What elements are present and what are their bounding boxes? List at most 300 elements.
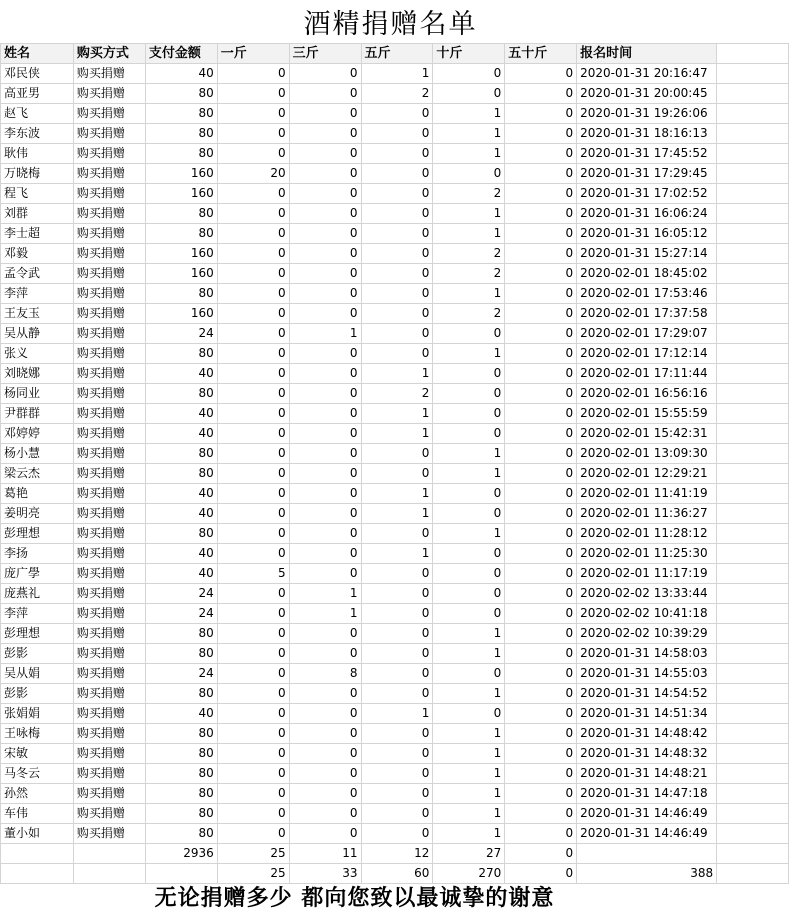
cell-empty[interactable] [717,284,789,304]
cell-empty[interactable] [717,144,789,164]
cell-qty-10jin[interactable]: 1 [433,344,505,364]
cell-qty-50jin[interactable]: 0 [505,344,577,364]
cell-method[interactable]: 购买捐赠 [73,284,145,304]
cell-qty-1jin[interactable]: 0 [217,244,289,264]
cell-qty-3jin[interactable]: 33 [289,864,361,884]
cell-qty-3jin[interactable]: 11 [289,844,361,864]
cell-qty-3jin[interactable]: 0 [289,424,361,444]
cell-method[interactable]: 购买捐赠 [73,364,145,384]
cell-signup-time[interactable]: 2020-01-31 19:26:06 [577,104,717,124]
cell-qty-50jin[interactable]: 0 [505,844,577,864]
cell-qty-50jin[interactable]: 0 [505,584,577,604]
cell-amount[interactable]: 80 [145,104,217,124]
cell-name[interactable]: 彭理想 [1,624,74,644]
cell-method[interactable]: 购买捐赠 [73,804,145,824]
cell-empty[interactable] [717,364,789,384]
cell-qty-10jin[interactable]: 2 [433,244,505,264]
cell-empty[interactable] [717,604,789,624]
cell-qty-10jin[interactable]: 2 [433,184,505,204]
cell-amount[interactable]: 80 [145,744,217,764]
cell-method[interactable]: 购买捐赠 [73,404,145,424]
cell-signup-time[interactable]: 2020-02-01 12:29:21 [577,464,717,484]
cell-name[interactable]: 彭影 [1,644,74,664]
cell-qty-50jin[interactable]: 0 [505,564,577,584]
cell-empty[interactable] [717,304,789,324]
cell-amount[interactable]: 40 [145,504,217,524]
cell-amount[interactable]: 80 [145,384,217,404]
cell-qty-3jin[interactable]: 8 [289,664,361,684]
header-3jin[interactable]: 三斤 [289,44,361,64]
cell-method[interactable] [73,844,145,864]
cell-qty-50jin[interactable]: 0 [505,864,577,884]
cell-qty-10jin[interactable]: 0 [433,604,505,624]
cell-method[interactable]: 购买捐赠 [73,524,145,544]
cell-qty-10jin[interactable]: 0 [433,84,505,104]
cell-qty-3jin[interactable]: 0 [289,464,361,484]
cell-qty-5jin[interactable]: 0 [361,524,433,544]
cell-empty[interactable] [717,184,789,204]
cell-qty-1jin[interactable]: 0 [217,224,289,244]
cell-qty-1jin[interactable]: 5 [217,564,289,584]
cell-signup-time[interactable]: 2020-02-02 10:39:29 [577,624,717,644]
cell-qty-50jin[interactable]: 0 [505,284,577,304]
header-1jin[interactable]: 一斤 [217,44,289,64]
cell-name[interactable]: 李萍 [1,284,74,304]
cell-method[interactable]: 购买捐赠 [73,764,145,784]
cell-qty-50jin[interactable]: 0 [505,64,577,84]
cell-empty[interactable] [717,64,789,84]
cell-qty-10jin[interactable]: 1 [433,764,505,784]
cell-qty-1jin[interactable]: 0 [217,424,289,444]
cell-amount[interactable]: 80 [145,84,217,104]
cell-qty-3jin[interactable]: 1 [289,604,361,624]
cell-name[interactable]: 宋敏 [1,744,74,764]
cell-qty-5jin[interactable]: 0 [361,344,433,364]
cell-amount[interactable]: 80 [145,524,217,544]
cell-qty-1jin[interactable]: 0 [217,664,289,684]
cell-name[interactable]: 彭影 [1,684,74,704]
cell-amount[interactable]: 80 [145,124,217,144]
cell-amount[interactable]: 24 [145,604,217,624]
cell-qty-3jin[interactable]: 0 [289,404,361,424]
cell-qty-10jin[interactable]: 2 [433,304,505,324]
cell-qty-5jin[interactable]: 0 [361,164,433,184]
cell-qty-1jin[interactable]: 0 [217,144,289,164]
cell-method[interactable]: 购买捐赠 [73,724,145,744]
cell-empty[interactable] [717,224,789,244]
cell-method[interactable]: 购买捐赠 [73,224,145,244]
cell-qty-3jin[interactable]: 0 [289,184,361,204]
cell-name[interactable]: 李萍 [1,604,74,624]
cell-qty-50jin[interactable]: 0 [505,664,577,684]
cell-amount[interactable]: 40 [145,64,217,84]
cell-qty-3jin[interactable]: 1 [289,584,361,604]
cell-empty[interactable] [717,504,789,524]
cell-qty-1jin[interactable]: 0 [217,124,289,144]
cell-qty-50jin[interactable]: 0 [505,404,577,424]
cell-signup-time[interactable]: 2020-01-31 14:47:18 [577,784,717,804]
cell-name[interactable]: 程飞 [1,184,74,204]
cell-empty[interactable] [717,544,789,564]
cell-qty-50jin[interactable]: 0 [505,184,577,204]
cell-qty-1jin[interactable]: 0 [217,264,289,284]
cell-qty-3jin[interactable]: 0 [289,824,361,844]
cell-signup-time[interactable]: 2020-01-31 14:54:52 [577,684,717,704]
cell-qty-1jin[interactable]: 0 [217,684,289,704]
cell-name[interactable]: 邓毅 [1,244,74,264]
cell-empty[interactable] [717,724,789,744]
cell-qty-3jin[interactable]: 0 [289,64,361,84]
cell-name[interactable]: 彭理想 [1,524,74,544]
cell-qty-50jin[interactable]: 0 [505,144,577,164]
cell-qty-5jin[interactable]: 0 [361,744,433,764]
cell-name[interactable]: 吴从静 [1,324,74,344]
cell-qty-1jin[interactable]: 0 [217,804,289,824]
header-50jin[interactable]: 五十斤 [505,44,577,64]
cell-qty-3jin[interactable]: 0 [289,764,361,784]
cell-qty-50jin[interactable]: 0 [505,204,577,224]
cell-name[interactable]: 庞广學 [1,564,74,584]
cell-empty[interactable] [717,744,789,764]
cell-qty-5jin[interactable]: 1 [361,704,433,724]
cell-amount[interactable]: 80 [145,724,217,744]
cell-qty-5jin[interactable]: 0 [361,184,433,204]
cell-qty-50jin[interactable]: 0 [505,604,577,624]
cell-method[interactable]: 购买捐赠 [73,624,145,644]
cell-qty-1jin[interactable]: 0 [217,364,289,384]
cell-qty-5jin[interactable]: 1 [361,64,433,84]
cell-qty-1jin[interactable]: 0 [217,504,289,524]
cell-qty-50jin[interactable]: 0 [505,464,577,484]
cell-signup-time[interactable]: 2020-02-01 17:37:58 [577,304,717,324]
cell-name[interactable]: 吴从娟 [1,664,74,684]
cell-qty-10jin[interactable]: 1 [433,824,505,844]
cell-qty-10jin[interactable]: 0 [433,544,505,564]
cell-qty-1jin[interactable]: 0 [217,724,289,744]
cell-qty-5jin[interactable]: 1 [361,544,433,564]
cell-qty-10jin[interactable]: 1 [433,144,505,164]
cell-amount[interactable]: 80 [145,804,217,824]
cell-name[interactable]: 孙然 [1,784,74,804]
cell-qty-10jin[interactable]: 1 [433,204,505,224]
cell-qty-5jin[interactable]: 0 [361,624,433,644]
cell-qty-3jin[interactable]: 0 [289,224,361,244]
cell-amount[interactable]: 160 [145,164,217,184]
cell-name[interactable]: 葛艳 [1,484,74,504]
cell-qty-50jin[interactable]: 0 [505,264,577,284]
cell-qty-10jin[interactable]: 1 [433,124,505,144]
cell-amount[interactable]: 80 [145,784,217,804]
cell-name[interactable]: 李东波 [1,124,74,144]
cell-method[interactable]: 购买捐赠 [73,244,145,264]
cell-signup-time[interactable]: 2020-02-01 17:12:14 [577,344,717,364]
cell-qty-5jin[interactable]: 1 [361,484,433,504]
cell-qty-5jin[interactable]: 0 [361,664,433,684]
cell-qty-1jin[interactable]: 0 [217,104,289,124]
cell-qty-10jin[interactable]: 0 [433,564,505,584]
cell-qty-50jin[interactable]: 0 [505,164,577,184]
cell-empty[interactable] [717,764,789,784]
cell-name[interactable]: 张义 [1,344,74,364]
cell-name[interactable]: 万晓梅 [1,164,74,184]
cell-method[interactable]: 购买捐赠 [73,644,145,664]
cell-empty[interactable] [717,624,789,644]
cell-name[interactable]: 庞燕礼 [1,584,74,604]
cell-qty-5jin[interactable]: 0 [361,104,433,124]
cell-method[interactable]: 购买捐赠 [73,664,145,684]
cell-signup-time[interactable]: 2020-02-01 11:25:30 [577,544,717,564]
cell-empty[interactable] [717,164,789,184]
cell-qty-50jin[interactable]: 0 [505,724,577,744]
cell-amount[interactable]: 80 [145,444,217,464]
cell-signup-time[interactable]: 2020-01-31 17:29:45 [577,164,717,184]
cell-method[interactable]: 购买捐赠 [73,704,145,724]
cell-name[interactable]: 孟令武 [1,264,74,284]
cell-qty-50jin[interactable]: 0 [505,624,577,644]
cell-qty-5jin[interactable]: 0 [361,644,433,664]
cell-signup-time[interactable]: 2020-01-31 17:02:52 [577,184,717,204]
cell-name[interactable]: 王友玉 [1,304,74,324]
cell-qty-10jin[interactable]: 0 [433,424,505,444]
cell-signup-time[interactable]: 2020-01-31 17:45:52 [577,144,717,164]
cell-qty-5jin[interactable]: 0 [361,464,433,484]
cell-qty-3jin[interactable]: 0 [289,704,361,724]
cell-qty-5jin[interactable]: 0 [361,224,433,244]
cell-qty-3jin[interactable]: 0 [289,244,361,264]
cell-qty-50jin[interactable]: 0 [505,804,577,824]
cell-name[interactable]: 马冬云 [1,764,74,784]
cell-qty-10jin[interactable]: 0 [433,584,505,604]
cell-name[interactable]: 高亚男 [1,84,74,104]
cell-empty[interactable] [717,384,789,404]
cell-signup-time[interactable]: 2020-01-31 18:16:13 [577,124,717,144]
cell-signup-time[interactable]: 2020-01-31 15:27:14 [577,244,717,264]
cell-qty-10jin[interactable]: 1 [433,464,505,484]
cell-qty-10jin[interactable]: 0 [433,64,505,84]
cell-qty-3jin[interactable]: 0 [289,624,361,644]
cell-qty-1jin[interactable]: 0 [217,344,289,364]
cell-signup-time[interactable] [577,844,717,864]
cell-qty-3jin[interactable]: 0 [289,164,361,184]
cell-signup-time[interactable]: 2020-01-31 16:05:12 [577,224,717,244]
cell-signup-time[interactable]: 2020-01-31 14:48:42 [577,724,717,744]
cell-qty-3jin[interactable]: 1 [289,324,361,344]
cell-qty-3jin[interactable]: 0 [289,104,361,124]
cell-qty-5jin[interactable]: 1 [361,424,433,444]
cell-name[interactable]: 尹群群 [1,404,74,424]
cell-signup-time[interactable]: 2020-02-01 15:42:31 [577,424,717,444]
cell-method[interactable]: 购买捐赠 [73,344,145,364]
cell-qty-3jin[interactable]: 0 [289,264,361,284]
cell-method[interactable]: 购买捐赠 [73,424,145,444]
cell-name[interactable]: 邓民侠 [1,64,74,84]
cell-qty-1jin[interactable]: 0 [217,384,289,404]
cell-amount[interactable]: 80 [145,144,217,164]
cell-amount[interactable]: 80 [145,624,217,644]
cell-signup-time[interactable]: 2020-02-02 10:41:18 [577,604,717,624]
cell-qty-5jin[interactable]: 1 [361,404,433,424]
cell-qty-1jin[interactable]: 0 [217,644,289,664]
cell-empty[interactable] [717,464,789,484]
cell-qty-50jin[interactable]: 0 [505,104,577,124]
cell-qty-10jin[interactable]: 0 [433,704,505,724]
cell-qty-3jin[interactable]: 0 [289,124,361,144]
cell-signup-time[interactable]: 2020-02-01 16:56:16 [577,384,717,404]
cell-name[interactable]: 姜明亮 [1,504,74,524]
cell-empty[interactable] [717,484,789,504]
cell-qty-10jin[interactable]: 1 [433,644,505,664]
cell-amount[interactable]: 80 [145,224,217,244]
cell-qty-10jin[interactable]: 1 [433,284,505,304]
cell-qty-5jin[interactable]: 0 [361,444,433,464]
cell-empty[interactable] [717,404,789,424]
cell-name[interactable]: 梁云杰 [1,464,74,484]
cell-method[interactable]: 购买捐赠 [73,484,145,504]
cell-signup-time[interactable]: 2020-02-01 11:28:12 [577,524,717,544]
cell-qty-1jin[interactable]: 0 [217,584,289,604]
header-name[interactable]: 姓名 [1,44,74,64]
cell-qty-50jin[interactable]: 0 [505,224,577,244]
cell-method[interactable]: 购买捐赠 [73,564,145,584]
cell-qty-1jin[interactable]: 25 [217,864,289,884]
cell-empty[interactable] [717,444,789,464]
cell-empty[interactable] [717,344,789,364]
cell-qty-1jin[interactable]: 25 [217,844,289,864]
cell-qty-50jin[interactable]: 0 [505,744,577,764]
cell-signup-time[interactable]: 2020-02-01 15:55:59 [577,404,717,424]
cell-name[interactable]: 赵飞 [1,104,74,124]
cell-amount[interactable]: 24 [145,324,217,344]
cell-empty[interactable] [717,84,789,104]
cell-qty-3jin[interactable]: 0 [289,644,361,664]
cell-amount[interactable]: 40 [145,704,217,724]
cell-qty-50jin[interactable]: 0 [505,364,577,384]
cell-qty-1jin[interactable]: 0 [217,544,289,564]
cell-name[interactable]: 耿伟 [1,144,74,164]
cell-signup-time[interactable]: 2020-02-01 17:29:07 [577,324,717,344]
cell-qty-10jin[interactable]: 1 [433,624,505,644]
cell-signup-time[interactable]: 2020-02-01 11:17:19 [577,564,717,584]
cell-qty-10jin[interactable]: 1 [433,804,505,824]
cell-qty-5jin[interactable]: 0 [361,764,433,784]
cell-qty-3jin[interactable]: 0 [289,684,361,704]
header-method[interactable]: 购买方式 [73,44,145,64]
cell-method[interactable]: 购买捐赠 [73,784,145,804]
cell-qty-50jin[interactable]: 0 [505,644,577,664]
cell-qty-5jin[interactable]: 0 [361,284,433,304]
cell-qty-3jin[interactable]: 0 [289,564,361,584]
cell-qty-1jin[interactable]: 20 [217,164,289,184]
cell-amount[interactable]: 40 [145,364,217,384]
cell-qty-50jin[interactable]: 0 [505,524,577,544]
cell-qty-1jin[interactable]: 0 [217,84,289,104]
cell-empty[interactable] [717,704,789,724]
cell-method[interactable]: 购买捐赠 [73,744,145,764]
cell-qty-1jin[interactable]: 0 [217,744,289,764]
cell-qty-5jin[interactable]: 0 [361,824,433,844]
cell-qty-50jin[interactable]: 0 [505,444,577,464]
cell-qty-5jin[interactable]: 1 [361,364,433,384]
cell-qty-1jin[interactable]: 0 [217,184,289,204]
cell-qty-5jin[interactable]: 0 [361,804,433,824]
cell-signup-time[interactable]: 2020-01-31 14:58:03 [577,644,717,664]
cell-qty-50jin[interactable]: 0 [505,504,577,524]
cell-qty-5jin[interactable]: 2 [361,384,433,404]
header-signup-time[interactable]: 报名时间 [577,44,717,64]
cell-amount[interactable]: 24 [145,664,217,684]
cell-qty-5jin[interactable]: 0 [361,204,433,224]
cell-qty-3jin[interactable]: 0 [289,304,361,324]
cell-method[interactable]: 购买捐赠 [73,264,145,284]
cell-qty-5jin[interactable]: 0 [361,684,433,704]
cell-qty-5jin[interactable]: 0 [361,124,433,144]
cell-qty-5jin[interactable]: 0 [361,724,433,744]
cell-method[interactable]: 购买捐赠 [73,144,145,164]
cell-qty-10jin[interactable]: 0 [433,364,505,384]
cell-empty[interactable] [717,824,789,844]
cell-method[interactable]: 购买捐赠 [73,204,145,224]
cell-method[interactable]: 购买捐赠 [73,124,145,144]
cell-amount[interactable]: 40 [145,544,217,564]
cell-qty-50jin[interactable]: 0 [505,544,577,564]
cell-qty-10jin[interactable]: 1 [433,724,505,744]
cell-method[interactable]: 购买捐赠 [73,604,145,624]
cell-qty-50jin[interactable]: 0 [505,384,577,404]
cell-method[interactable]: 购买捐赠 [73,384,145,404]
cell-qty-3jin[interactable]: 0 [289,144,361,164]
cell-qty-3jin[interactable]: 0 [289,784,361,804]
cell-qty-5jin[interactable]: 0 [361,584,433,604]
cell-method[interactable]: 购买捐赠 [73,504,145,524]
cell-qty-5jin[interactable]: 2 [361,84,433,104]
cell-signup-time[interactable]: 2020-02-01 13:09:30 [577,444,717,464]
cell-amount[interactable]: 80 [145,204,217,224]
cell-qty-3jin[interactable]: 0 [289,344,361,364]
cell-signup-time[interactable]: 2020-01-31 20:00:45 [577,84,717,104]
cell-qty-50jin[interactable]: 0 [505,84,577,104]
cell-empty[interactable] [717,844,789,864]
cell-qty-1jin[interactable]: 0 [217,784,289,804]
cell-amount[interactable]: 160 [145,184,217,204]
cell-signup-time[interactable]: 2020-01-31 14:55:03 [577,664,717,684]
cell-empty[interactable] [717,524,789,544]
cell-qty-3jin[interactable]: 0 [289,284,361,304]
cell-empty[interactable] [717,784,789,804]
header-empty[interactable] [717,44,789,64]
cell-empty[interactable] [717,104,789,124]
cell-name[interactable]: 杨小慧 [1,444,74,464]
cell-method[interactable]: 购买捐赠 [73,104,145,124]
cell-qty-10jin[interactable]: 0 [433,504,505,524]
cell-name[interactable]: 董小如 [1,824,74,844]
cell-empty[interactable] [717,564,789,584]
cell-qty-10jin[interactable]: 270 [433,864,505,884]
cell-qty-5jin[interactable]: 0 [361,564,433,584]
cell-qty-1jin[interactable]: 0 [217,304,289,324]
cell-qty-5jin[interactable]: 60 [361,864,433,884]
cell-signup-time[interactable]: 2020-02-01 17:53:46 [577,284,717,304]
cell-signup-time[interactable]: 2020-01-31 14:51:34 [577,704,717,724]
cell-method[interactable]: 购买捐赠 [73,84,145,104]
cell-qty-1jin[interactable]: 0 [217,764,289,784]
cell-signup-time[interactable]: 2020-02-01 11:36:27 [577,504,717,524]
cell-name[interactable] [1,844,74,864]
cell-empty[interactable] [717,644,789,664]
cell-amount[interactable]: 160 [145,264,217,284]
cell-qty-50jin[interactable]: 0 [505,324,577,344]
cell-method[interactable]: 购买捐赠 [73,464,145,484]
cell-qty-1jin[interactable]: 0 [217,64,289,84]
